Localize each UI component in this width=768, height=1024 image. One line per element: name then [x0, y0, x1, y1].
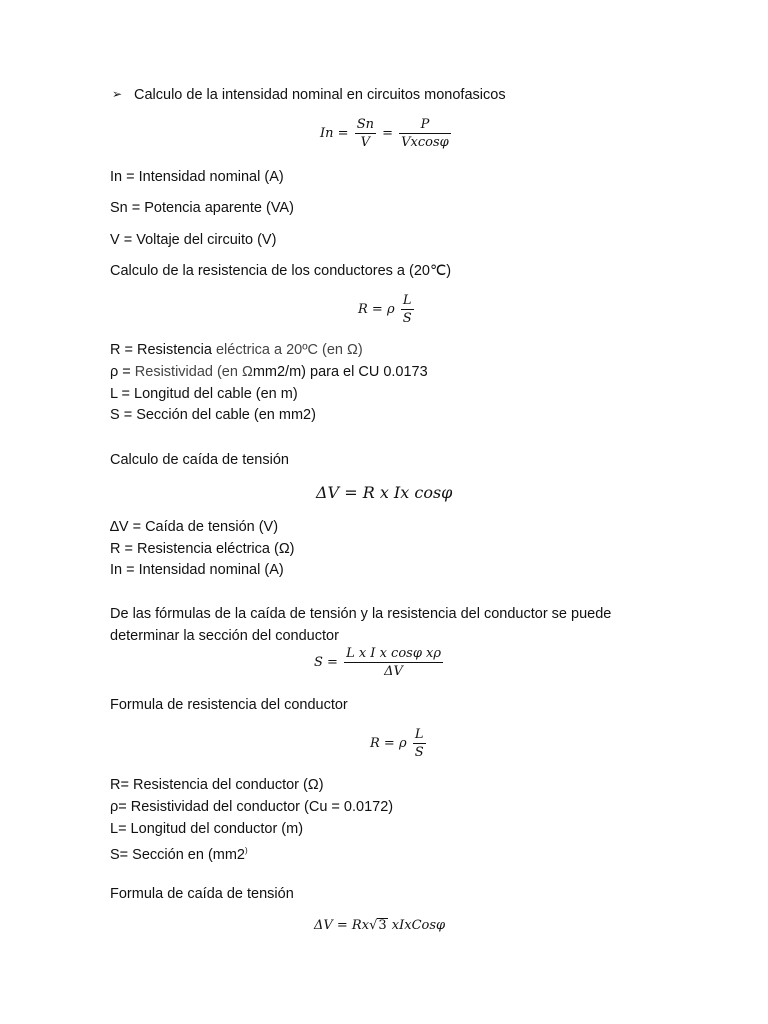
section-heading-formula-caida: Formula de caída de tensión [110, 886, 294, 902]
bullet-arrow-icon: ➢ [112, 87, 123, 101]
definition-line: R= Resistencia del conductor (Ω) [110, 777, 324, 793]
fraction-seccion: $\frac{\text{L x I x cosφ xρ}}{\Delta V}$ [346, 646, 442, 679]
section-heading-formula-resistencia: Formula de resistencia del conductor [110, 697, 348, 713]
definition-line: Sn = Potencia aparente (VA) [110, 200, 294, 216]
definition-line: R = Resistencia eléctrica a 20ºC (en Ω) [110, 342, 363, 358]
definition-line: L= Longitud del conductor (m) [110, 821, 304, 837]
paragraph-line: determinar la sección del conductor [110, 628, 339, 644]
definition-line: R = Resistencia eléctrica (Ω) [110, 541, 295, 557]
fraction-l-s: $\frac{L}{S}$ [414, 727, 424, 760]
formula-caida-trifasica: ΔV = Rx√3 xIxCosφ [314, 918, 446, 933]
definition-line: L = Longitud del cable (en m) [110, 386, 298, 402]
definition-line: ∆V = Caída de tensión (V) [110, 519, 279, 535]
definition-line: In = Intensidad nominal (A) [110, 562, 284, 578]
formula-resistencia-conductor: R = ρ $\frac{L}{S}$ [370, 727, 424, 760]
section-heading-caida: Calculo de caída de tensión [110, 452, 289, 468]
fraction-p-vcos: $\frac{P}{Vxcos\varphi}$ [401, 117, 449, 150]
definition-line: S = Sección del cable (en mm2) [110, 407, 316, 423]
definition-line: ρ= Resistividad del conductor (Cu = 0.0172) [110, 799, 394, 815]
paragraph-line: De las fórmulas de la caída de tensión y la resistencia del conductor se puede [110, 606, 612, 622]
fraction-sn-v: $\frac{Sn}{V}$ [356, 117, 374, 150]
section-heading-resistencia: Calculo de la resistencia de los conductores a (20℃) [110, 263, 452, 279]
fraction-l-s: $\frac{L}{S}$ [402, 293, 412, 326]
formula-resistencia: R = ρ $\frac{L}{S}$ [358, 293, 412, 326]
formula-intensidad-nominal: In = $\frac{Sn}{V}$ = $\frac{P}{Vxcos\varphi}$ [320, 117, 449, 150]
definition-line: V = Voltaje del circuito (V) [110, 232, 277, 248]
definition-line: In = Intensidad nominal (A) [110, 169, 284, 185]
formula-caida-tension: ΔV = R x Ix cosφ [316, 483, 453, 502]
section-heading-intensidad: ➢ Calculo de la intensidad nominal en circuitos monofasicos [112, 87, 506, 103]
formula-seccion: S = $\frac{\text{L x I x cosφ xρ}}{\Delta V}$ [314, 646, 442, 679]
definition-line: S= Sección en (mm2) [110, 846, 248, 863]
definition-line: ρ = Resistividad (en Ωmm2/m) para el CU 0.0173 [110, 364, 428, 380]
